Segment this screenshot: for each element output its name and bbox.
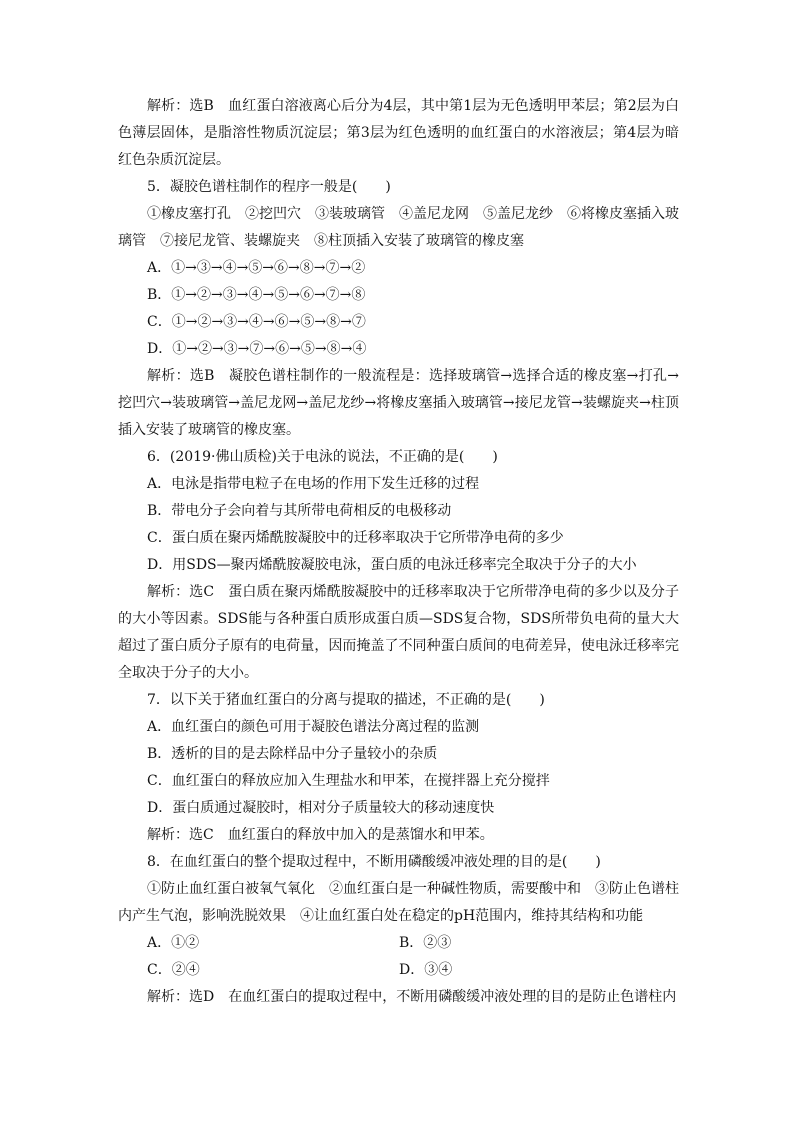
question-6-option-d: D．用SDS—聚丙烯酰胺凝胶电泳，蛋白质的电泳迁移率完全取决于分子的大小 xyxy=(147,557,637,573)
question-8-statements: ①防止血红蛋白被氧气氧化 ②血红蛋白是一种碱性物质，需要酸中和 ③防止色谱柱内产生气泡，影响洗脱效果 ④让血红蛋白处在稳定的pH范围内，维持其结构和功能 xyxy=(118,881,679,924)
question-8-option-d: D．③④ xyxy=(399,962,453,978)
question-7-option-d: D．蛋白质通过凝胶时，相对分子质量较大的移动速度快 xyxy=(147,800,495,816)
question-6-option-a: A．电泳是指带电粒子在电场的作用下发生迁移的过程 xyxy=(147,476,480,492)
question-8-options-row-2 xyxy=(118,957,679,984)
answer-analysis-4: 解析：选B 血红蛋白溶液离心后分为4层，其中第1层为无色透明甲苯层；第2层为白色薄层固体，是脂溶性物质沉淀层；第3层为红色透明的血红蛋白的水溶液层；第4层为暗红色杂质沉淀层。 xyxy=(118,98,679,168)
question-8-stem: 8．在血红蛋白的整个提取过程中，不断用磷酸缓冲液处理的目的是( ) xyxy=(147,854,601,870)
answer-analysis-6: 解析：选C 蛋白质在聚丙烯酰胺凝胶中的迁移率取决于它所带净电荷的多少以及分子的大小等因素。SDS能与各种蛋白质形成蛋白质—SDS复合物，SDS所带负电荷的量大大超过了蛋白质分子原有的电荷量，因而掩盖了不同种蛋白质间的电荷差异，使电泳迁移率完全取决于分子的大小。 xyxy=(118,584,679,681)
question-7-option-c: C．血红蛋白的释放应加入生理盐水和甲苯，在搅拌器上充分搅拌 xyxy=(147,773,550,789)
answer-analysis-5: 解析：选B 凝胶色谱柱制作的一般流程是：选择玻璃管→选择合适的橡皮塞→打孔→挖凹穴→装玻璃管→盖尼龙网→盖尼龙纱→将橡皮塞插入玻璃管→接尼龙管→装螺旋夹→柱顶插入安装了玻璃管的橡皮塞。 xyxy=(118,368,679,438)
question-6-option-b: B．带电分子会向着与其所带电荷相反的电极移动 xyxy=(147,503,452,519)
question-8-option-b: B．②③ xyxy=(399,935,452,951)
question-6-option-c: C．蛋白质在聚丙烯酰胺凝胶中的迁移率取决于它所带净电荷的多少 xyxy=(147,530,564,546)
question-5-steps: ①橡皮塞打孔 ②挖凹穴 ③装玻璃管 ④盖尼龙网 ⑤盖尼龙纱 ⑥将橡皮塞插入玻璃管 ⑦接尼龙管、装螺旋夹 ⑧柱顶插入安装了玻璃管的橡皮塞 xyxy=(118,206,679,249)
question-8-option-c: C．②④ xyxy=(147,962,200,978)
question-5-option-a: A．①→③→④→⑤→⑥→⑧→⑦→② xyxy=(147,260,366,276)
question-8-option-a: A．①② xyxy=(147,935,200,951)
question-8-options-row-1 xyxy=(118,930,679,957)
question-6-stem: 6．(2019·佛山质检)关于电泳的说法，不正确的是( ) xyxy=(147,449,498,465)
question-5-option-b: B．①→②→③→④→⑤→⑥→⑦→⑧ xyxy=(147,287,366,303)
question-7-option-a: A．血红蛋白的颜色可用于凝胶色谱法分离过程的监测 xyxy=(147,719,480,735)
question-7-option-b: B．透析的目的是去除样品中分子量较小的杂质 xyxy=(147,746,438,762)
question-5-stem: 5．凝胶色谱柱制作的程序一般是( ) xyxy=(147,179,391,195)
answer-analysis-8: 解析：选D 在血红蛋白的提取过程中，不断用磷酸缓冲液处理的目的是防止色谱柱内 xyxy=(147,989,677,1005)
answer-analysis-7: 解析：选C 血红蛋白的释放中加入的是蒸馏水和甲苯。 xyxy=(147,827,494,843)
question-5-option-c: C．①→②→③→④→⑥→⑤→⑧→⑦ xyxy=(147,314,366,330)
question-7-stem: 7．以下关于猪血红蛋白的分离与提取的描述，不正确的是( ) xyxy=(147,692,545,708)
question-5-option-d: D．①→②→③→⑦→⑥→⑤→⑧→④ xyxy=(147,341,367,357)
